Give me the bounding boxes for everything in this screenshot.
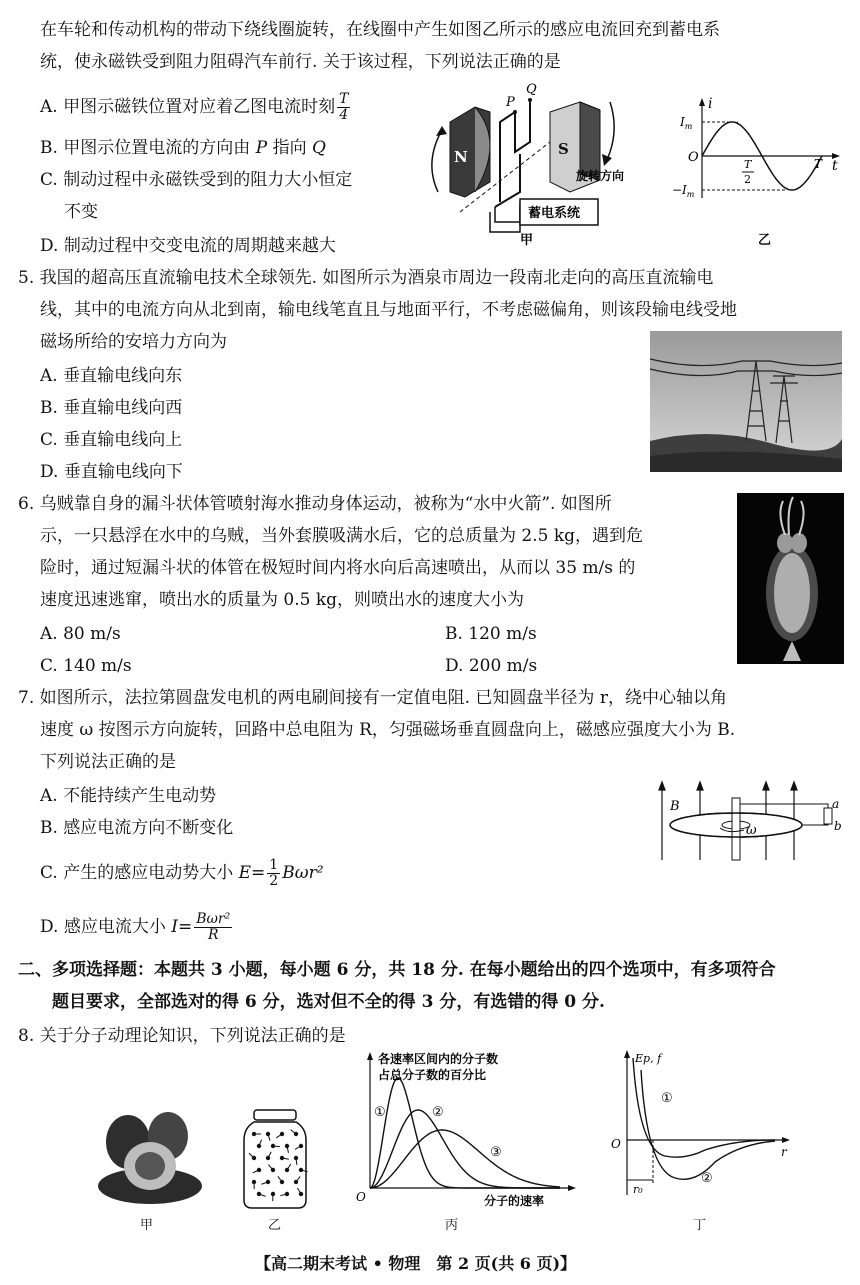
coil-lead (495, 154, 520, 207)
q5-option-b: B. 垂直输电线向西 (40, 398, 183, 418)
q7-option-d-eq: = (177, 917, 193, 937)
frac-den: 4 (339, 107, 349, 123)
curve-2 (370, 1110, 560, 1188)
arrow-head-icon (436, 126, 447, 136)
q5-option-d: D. 垂直输电线向下 (40, 462, 183, 482)
q8-line1: 8. 关于分子动理论知识，下列说法正确的是 (18, 1026, 346, 1046)
q4-stem-line2: 统，使永磁铁受到阻力阻碍汽车前行. 关于该过程，下列说法正确的是 (40, 52, 561, 72)
q5-line2: 线，其中的电流方向从北到南，输电线笔直且与地面平行，不考虑磁偏角，则该段输电线受地 (40, 300, 737, 320)
label-c2: ② (432, 1105, 444, 1120)
frac-num: T (339, 91, 349, 107)
q4-figure-yi (672, 96, 845, 248)
q4-figure-jia (420, 82, 660, 252)
section2-line2: 题目要求，全部选对的得 6 分，选对但不全的得 3 分，有选错的得 0 分. (52, 992, 605, 1012)
q4-option-a (40, 92, 352, 123)
arrow-head-icon (602, 154, 612, 166)
q7-line1: 7. 如图所示，法拉第圆盘发电机的两电刷间接有一定值电阻. 已知圆盘半径为 r，绕中心轴以角 (18, 688, 727, 708)
label-c1: ① (374, 1105, 386, 1120)
q8-caption-ding: 丁 (693, 1218, 707, 1233)
frac-num: Bωr² (196, 911, 231, 927)
point-q (528, 98, 532, 102)
curve-1 (633, 1058, 775, 1157)
q8-caption-bing: 丙 (445, 1218, 459, 1233)
rotation-arrow-left (432, 130, 442, 192)
label-storage: 蓄电系统 (528, 206, 581, 221)
frac-den: 2 (269, 873, 279, 889)
label-c1: ① (661, 1091, 673, 1106)
caption-yi: 乙 (758, 233, 772, 248)
q8-jar-figure (240, 1108, 310, 1210)
q7-option-a: A. 不能持续产生电动势 (40, 786, 217, 806)
ylabel: Ep, f (635, 1052, 662, 1065)
label-t-full: T (814, 157, 823, 171)
curve-3 (370, 1130, 560, 1188)
xlabel: 分子的速率 (484, 1194, 545, 1208)
frac-num: 1 (269, 857, 279, 873)
q4-option-c-line2: 不变 (64, 202, 98, 222)
label-b: B (670, 799, 680, 814)
q4-option-b (40, 136, 326, 160)
q6-line2: 示，一只悬浮在水中的乌贼，当外套膜吸满水后，它的总质量为 2.5 kg，遇到危 (40, 526, 644, 546)
label-c3: ③ (490, 1145, 502, 1160)
q7-option-d (40, 912, 234, 943)
q6-squid-photo (737, 493, 844, 664)
q5-line1: 5. 我国的超高压直流输电技术全球领先. 如图所示为酒泉市周边一段南北走向的高压直流输电 (18, 268, 714, 288)
q7-faraday-disc-figure (656, 780, 846, 864)
q8-speed-distribution-figure (350, 1050, 580, 1215)
arrow-head-icon (367, 1052, 373, 1060)
q6-line4: 速度迅速逃窜，喷出水的质量为 0.5 kg，则喷出水的速度大小为 (40, 590, 525, 610)
q7-option-d-fraction (194, 912, 232, 943)
q6-option-c: C. 140 m/s (40, 656, 132, 676)
frac-den: R (207, 927, 219, 943)
q4-option-a-fraction (337, 92, 350, 123)
label-im: $I_m$ (680, 115, 693, 131)
q7-option-c-fraction (267, 858, 280, 889)
axle (732, 798, 740, 860)
q8-caption-jia: 甲 (140, 1218, 154, 1233)
label-b2: b (834, 819, 842, 833)
q4-option-c-line1: C. 制动过程中永磁铁受到的阻力大小恒定 (40, 170, 353, 190)
label-s: S (558, 140, 569, 158)
q7-line2: 速度 ω 按图示方向旋转，回路中总电阻为 R，匀强磁场垂直圆盘向上，磁感应强度大小为 B. (40, 720, 736, 740)
q4-option-d: D. 制动过程中交变电流的周期越来越大 (40, 236, 336, 256)
coil (500, 102, 530, 202)
q7-option-b: B. 感应电流方向不断变化 (40, 818, 234, 838)
q7-option-c (40, 858, 324, 889)
q4-option-b-q: Q (311, 138, 326, 158)
molecule-velocity (273, 1146, 280, 1147)
q5-option-a: A. 垂直输电线向东 (40, 366, 183, 386)
q6-option-d: D. 200 m/s (445, 656, 538, 676)
label-neg-im: $-I_m$ (672, 183, 695, 199)
label-i: i (708, 96, 713, 112)
xlabel: r (781, 1145, 787, 1159)
label-origin: O (356, 1190, 366, 1204)
q6-line3: 险时，通过短漏斗状的体管在极短时间内将水向后高速喷出，从而以 35 m/s 的 (40, 558, 636, 578)
arrow-head-icon (782, 1137, 790, 1143)
label-p: P (506, 95, 515, 110)
ylabel-line1: 各速率区间内的分子数 (378, 1052, 499, 1066)
label-a: a (832, 797, 840, 811)
page-footer: 【高二期末考试 • 物理 第 2 页(共 6 页)】 (255, 1254, 577, 1273)
label-t-half-num: T (744, 158, 752, 171)
label-origin: O (688, 150, 699, 165)
q7-option-c-text: C. 产生的感应电动势大小 (40, 863, 239, 883)
label-t-half-den: 2 (744, 173, 751, 186)
q6-option-a: A. 80 m/s (40, 624, 121, 644)
label-rotate: 旋转方向 (576, 169, 625, 183)
label-omega: ω (746, 823, 757, 838)
label-n: N (454, 148, 468, 166)
q7-option-d-text: D. 感应电流大小 (40, 917, 172, 937)
q4-option-b-mid: 指向 (267, 138, 307, 158)
label-c2: ② (701, 1171, 713, 1186)
q8-molecular-force-figure (605, 1050, 790, 1200)
label-r0: r₀ (633, 1183, 643, 1196)
q7-option-d-var: I (171, 917, 178, 937)
q4-option-a-text: A. 甲图示磁铁位置对应着乙图电流时刻 (40, 97, 336, 117)
q6-option-b: B. 120 m/s (445, 624, 537, 644)
point-p (513, 110, 517, 114)
resistor (824, 808, 832, 824)
q7-option-c-tail: Bωr² (282, 863, 324, 883)
q7-option-c-var: E (238, 863, 252, 883)
q4-option-b-p: P (255, 138, 268, 158)
rotation-arrow-right (606, 102, 614, 162)
q4-stem-line1: 在车轮和传动机构的带动下绕线圈旋转，在线圈中产生如图乙所示的感应电流回充到蓄电系 (40, 20, 720, 40)
arrow-head-icon (699, 98, 705, 106)
label-t: t (832, 158, 838, 174)
q8-caption-yi: 乙 (268, 1218, 282, 1233)
q5-option-c: C. 垂直输电线向上 (40, 430, 183, 450)
ylabel-line2: 占总分子数的百分比 (378, 1068, 487, 1082)
q8-eggs-photo (90, 1090, 205, 1210)
label-q: Q (526, 82, 537, 97)
section2-line1: 二、多项选择题：本题共 3 小题，每小题 6 分，共 18 分. 在每小题给出的四个选项中，有多项符合 (18, 960, 776, 980)
q6-line1: 6. 乌贼靠自身的漏斗状体管喷射海水推动身体运动，被称为“水中火箭”. 如图所 (18, 494, 612, 514)
arrow-head-icon (568, 1185, 576, 1191)
q4-option-b-text: B. 甲图示位置电流的方向由 (40, 138, 256, 158)
q7-option-c-eq: = (251, 863, 266, 883)
arrow-head-icon (624, 1050, 630, 1058)
curve-2 (641, 1070, 775, 1179)
q7-line3: 下列说法正确的是 (40, 752, 176, 772)
q5-power-tower-photo (650, 331, 842, 472)
label-origin: O (611, 1137, 621, 1151)
q5-line3: 磁场所给的安培力方向为 (40, 332, 227, 352)
caption-jia: 甲 (520, 233, 534, 248)
